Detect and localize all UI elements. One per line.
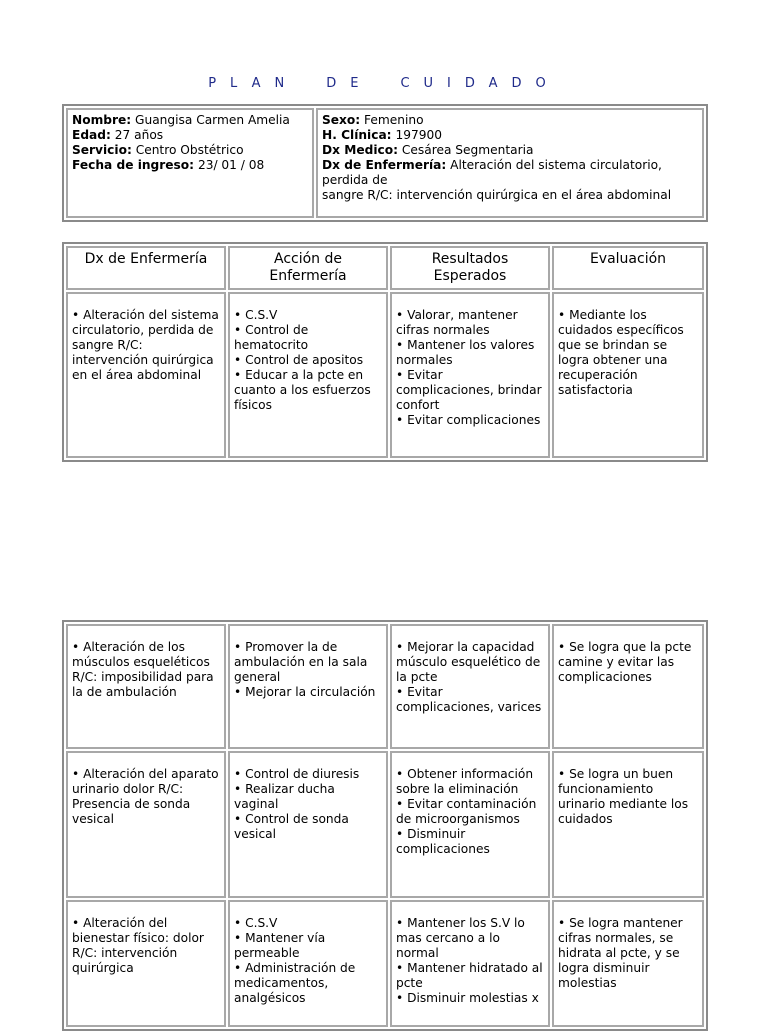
care-plan-table [62, 242, 708, 462]
evaluacion-cell [552, 292, 704, 458]
header-resultados: Resultados Esperados [390, 246, 550, 290]
list-item: • Obtener información sobre la eliminación [396, 767, 534, 796]
page-title [0, 76, 768, 91]
hclinica-value: 197900 [395, 128, 442, 142]
table-row [66, 751, 704, 898]
dx-cell [66, 900, 226, 1027]
table-row [66, 900, 704, 1027]
title-word: PLAN [208, 76, 299, 91]
sexo-label: Sexo: [322, 113, 361, 127]
dxenf-value-1: Alteración del sistema circulatorio, [450, 158, 662, 172]
dx-cell [66, 624, 226, 749]
list-item: • Mantener hidratado al pcte [396, 961, 543, 990]
dxenf-label: Dx de Enfermería: [322, 158, 447, 172]
sexo-value: Femenino [364, 113, 424, 127]
dx-cell [66, 751, 226, 898]
header-accion: Acción de Enfermería [228, 246, 388, 290]
list-item: • Control de hematocrito [234, 323, 309, 352]
dxenf-value-3: sangre R/C: intervención quirúrgica en el área abdominal [322, 188, 672, 202]
nombre-label: Nombre: [72, 113, 132, 127]
evaluacion-cell [552, 624, 704, 749]
edad-label: Edad: [72, 128, 111, 142]
list-item: • Mediante los cuidados específicos que se brindan se logra obtener una recuperación satisfactoria [558, 308, 684, 397]
edad-value: 27 años [114, 128, 164, 142]
list-item: • Mantener vía permeable [234, 931, 326, 960]
list-item: • Evitar complicaciones, brindar confort [396, 368, 542, 412]
resultados-cell [390, 751, 550, 898]
evaluacion-cell [552, 900, 704, 1027]
fecha-value: 23/ 01 / 08 [197, 158, 265, 172]
evaluacion-cell [552, 751, 704, 898]
resultados-cell [390, 900, 550, 1027]
dxmedico-label: Dx Medico: [322, 143, 398, 157]
list-item: • Realizar ducha vaginal [234, 782, 335, 811]
list-item: • Alteración del aparato urinario dolor R/C: Presencia de sonda vesical [72, 767, 219, 826]
list-item: • Disminuir molestias x [396, 991, 539, 1005]
list-item: • Alteración de los músculos esqueléticos R/C: imposibilidad para la de ambulación [72, 640, 214, 699]
list-item: • Mejorar la circulación [234, 685, 376, 699]
list-item: • Control de diuresis [234, 767, 360, 781]
hclinica-label: H. Clínica: [322, 128, 392, 142]
list-item: • Control de apositos [234, 353, 364, 367]
list-item: • Mantener los valores normales [396, 338, 535, 367]
list-item: • Educar a la pcte en cuanto a los esfuerzos físicos [234, 368, 371, 412]
table-row [66, 292, 704, 458]
patient-left-cell [66, 108, 314, 218]
header-dx: Dx de Enfermería [66, 246, 226, 290]
list-item: • Se logra un buen funcionamiento urinario mediante los cuidados [558, 767, 689, 826]
title-word: DE [326, 76, 373, 91]
servicio-value: Centro Obstétrico [135, 143, 244, 157]
list-item: • Se logra que la pcte camine y evitar las complicaciones [558, 640, 692, 684]
accion-cell [228, 624, 388, 749]
resultados-cell [390, 292, 550, 458]
list-item: • C.S.V [234, 916, 278, 930]
list-item: • Evitar complicaciones, varices [396, 685, 542, 714]
list-item: • Mantener los S.V lo mas cercano a lo normal [396, 916, 525, 960]
title-word: CUIDADO [400, 76, 560, 91]
list-item: • Evitar contaminación de microorganismos [396, 797, 537, 826]
list-item: • Disminuir complicaciones [396, 827, 490, 856]
nombre-value: Guangisa Carmen Amelia [135, 113, 290, 127]
header-evaluacion: Evaluación [552, 246, 704, 290]
list-item: • Alteración del bienestar físico: dolor R/C: intervención quirúrgica [72, 916, 204, 975]
list-item: • C.S.V [234, 308, 278, 322]
dxenf-value-2: perdida de [322, 173, 388, 187]
list-item: • Mejorar la capacidad músculo esquelético de la pcte [396, 640, 541, 684]
servicio-label: Servicio: [72, 143, 132, 157]
dx-cell [66, 292, 226, 458]
accion-cell [228, 900, 388, 1027]
list-item: • Valorar, mantener cifras normales [396, 308, 518, 337]
patient-right-cell [316, 108, 704, 218]
care-plan-table-continued [62, 620, 708, 1031]
accion-cell [228, 292, 388, 458]
accion-cell [228, 751, 388, 898]
resultados-cell [390, 624, 550, 749]
list-item: • Alteración del sistema circulatorio, perdida de sangre R/C: intervención quirúrgica en el área abdominal [72, 308, 219, 382]
table-row [66, 624, 704, 749]
list-item: • Se logra mantener cifras normales, se hidrata al pcte, y se logra disminuir molestias [558, 916, 683, 990]
fecha-label: Fecha de ingreso: [72, 158, 195, 172]
list-item: • Administración de medicamentos, analgésicos [234, 961, 356, 1005]
list-item: • Promover la de ambulación en la sala general [234, 640, 368, 684]
list-item: • Control de sonda vesical [234, 812, 349, 841]
list-item: • Evitar complicaciones [396, 413, 541, 427]
patient-info-table [62, 104, 708, 222]
dxmedico-value: Cesárea Segmentaria [401, 143, 534, 157]
